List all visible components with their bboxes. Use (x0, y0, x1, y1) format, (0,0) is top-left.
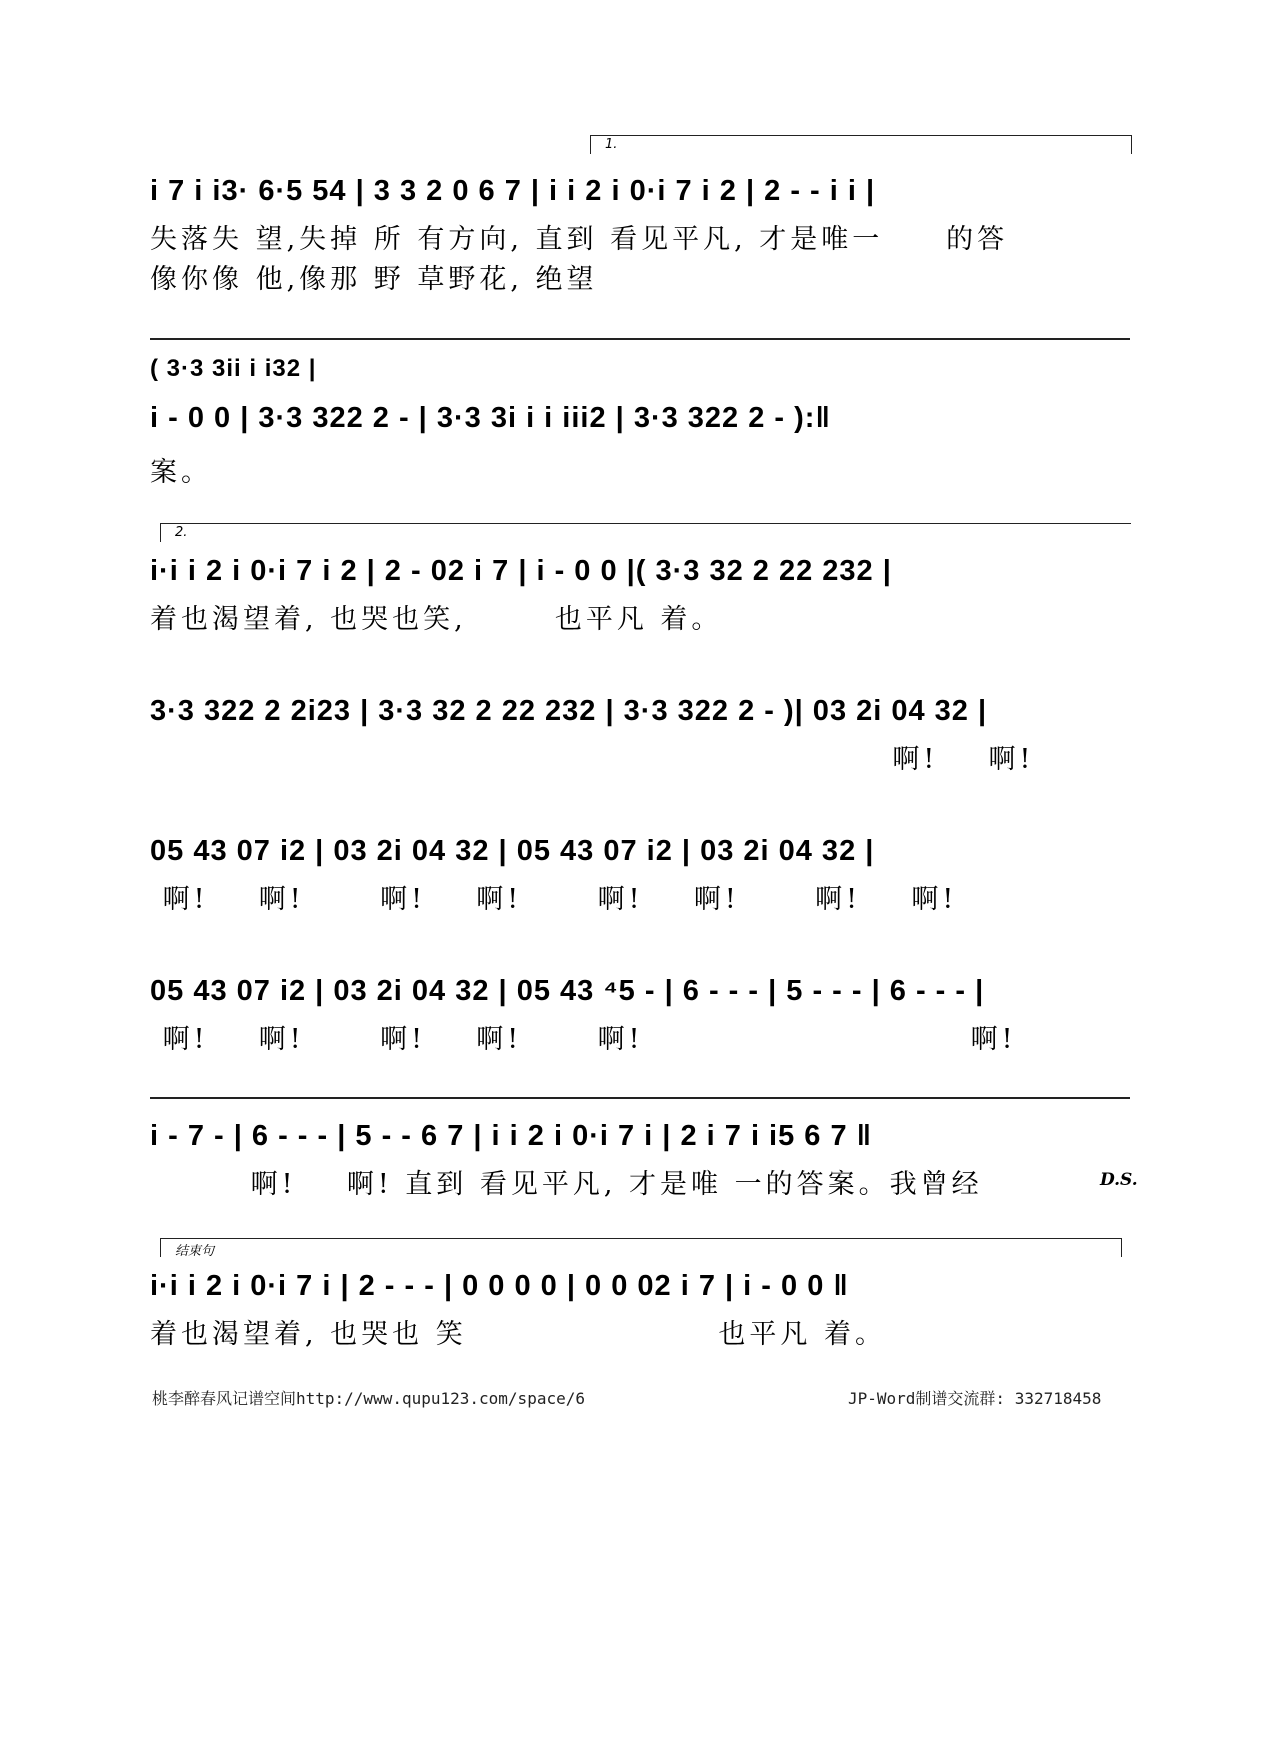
volta-label: 1. (605, 137, 618, 152)
lyric-verse-1: 啊! 啊! 直到 看见平凡, 才是唯 一的答案。我曾经 (150, 1169, 983, 1200)
lyric-verse-1: 案。 (150, 457, 212, 488)
notation-upper: ( 3·3 3ii i i32 | (150, 355, 317, 382)
lyric-verse-1: 啊! 啊! (150, 744, 1035, 775)
volta-bracket-1 (590, 135, 1132, 154)
notation: 05 43 07 i2 | 03 2i 04 32 | 05 43 ⁴5 - | 6 - - - | 5 - - - | 6 - - - | (150, 975, 985, 1007)
notation: i·i i 2 i 0·i 7 i 2 | 2 - 02 i 7 | i - 0 0 |( 3·3 32 2 22 232 | (150, 555, 892, 587)
volta-label: 结束句 (175, 1244, 215, 1259)
notation: i - 7 - | 6 - - - | 5 - - 6 7 | i i 2 i 0·i 7 i | 2 i 7 i i5 6 7 ‖ (150, 1120, 873, 1152)
lyric-verse-1: 着也渴望着, 也哭也 笑 也平凡 着。 (150, 1319, 886, 1350)
lyric-verse-1: 啊! 啊! 啊! 啊! 啊! 啊! (150, 1024, 1017, 1055)
lyric-verse-1: 失落失 望,失掉 所 有方向, 直到 看见平凡, 才是唯一 的答 (150, 224, 1009, 255)
lyric-verse-2: 像你像 他,像那 野 草野花, 绝望 (150, 264, 598, 295)
notation: i 7 i i3· 6·5 54 | 3 3 2 0 6 7 | i i 2 i 0·i 7 i 2 | 2 - - i i | (150, 175, 876, 207)
notation: i - 0 0 | 3·3 322 2 - | 3·3 3i i i iii2 | 3·3 322 2 - ):‖ (150, 402, 831, 434)
dal-segno-marking: D.S. (1100, 1170, 1138, 1190)
footer-credit-right: JP-Word制谱交流群: 332718458 (848, 1389, 1102, 1408)
tie-continuation-line (150, 1097, 1130, 1099)
volta-bracket-2 (160, 523, 1131, 542)
volta-continuation-line (150, 338, 1130, 340)
ending-bracket (160, 1238, 1122, 1257)
notation: i·i i 2 i 0·i 7 i | 2 - - - | 0 0 0 0 | 0 0 02 i 7 | i - 0 0 ‖ (150, 1270, 849, 1302)
footer-credit-left: 桃李醉春风记谱空间http://www.qupu123.com/space/6 (152, 1389, 585, 1408)
notation: 05 43 07 i2 | 03 2i 04 32 | 05 43 07 i2 | 03 2i 04 32 | (150, 835, 875, 867)
volta-label: 2. (175, 525, 188, 540)
notation: 3·3 322 2 2i23 | 3·3 32 2 22 232 | 3·3 322 2 - )| 03 2i 04 32 | (150, 695, 988, 727)
lyric-verse-1: 啊! 啊! 啊! 啊! 啊! 啊! 啊! 啊! (150, 884, 958, 915)
lyric-verse-1: 着也渴望着, 也哭也笑, 也平凡 着。 (150, 604, 723, 635)
